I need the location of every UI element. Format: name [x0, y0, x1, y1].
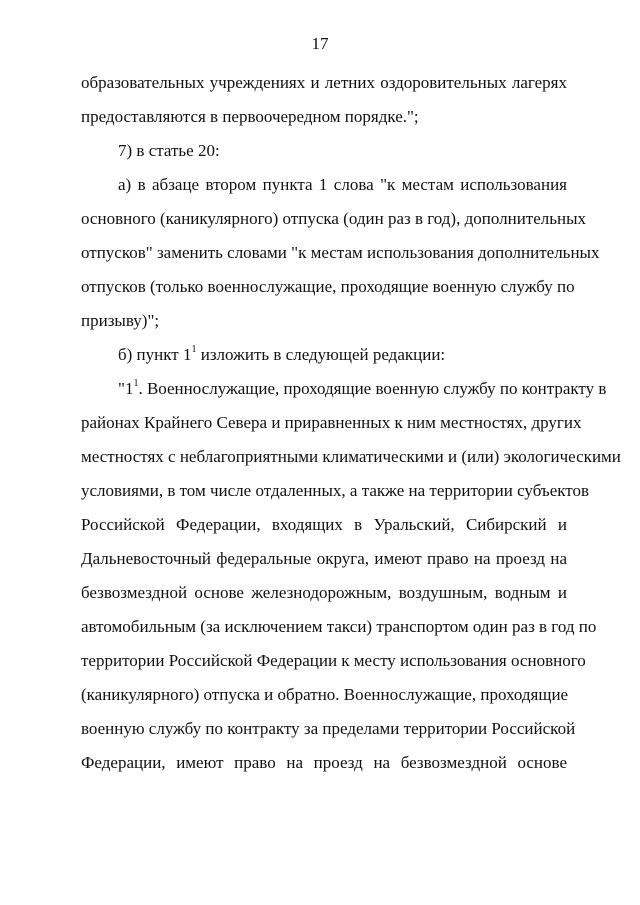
- text-line: автомобильным (за исключением такси) транспортом один раз в год по: [81, 617, 597, 636]
- text-line: отпусков" заменить словами "к местам использования дополнительных: [81, 243, 600, 262]
- text-line: безвозмездной основе железнодорожным, воздушным, водным и: [81, 583, 567, 602]
- text-line: территории Российской Федерации к месту использования основного: [81, 651, 586, 670]
- text-line-b: [118, 345, 567, 365]
- text-line: основного (каникулярного) отпуска (один раз в год), дополнительных: [81, 209, 587, 228]
- text-line: военную службу по контракту за пределами территории Российской: [81, 719, 576, 738]
- text-line: Дальневосточный федеральные округа, имеют право на проезд на: [81, 549, 567, 568]
- superscript: 1: [191, 344, 197, 356]
- text-line-quote: [118, 378, 607, 399]
- text-line: призыву)";: [81, 311, 160, 330]
- superscript: 1: [133, 378, 139, 390]
- text-line: предоставляются в первоочередном порядке.";: [81, 107, 419, 126]
- text-segment: "1: [118, 379, 134, 398]
- text-segment: изложить в следующей редакции:: [196, 345, 446, 364]
- text-line: Российской Федерации, входящих в Уральский, Сибирский и: [81, 515, 567, 534]
- text-line: (каникулярного) отпуска и обратно. Военнослужащие, проходящие: [81, 685, 569, 704]
- page-number: 17: [311, 34, 329, 53]
- text-segment: . Военнослужащие, проходящие военную службу по контракту в: [138, 379, 607, 398]
- text-line: а) в абзаце втором пункта 1 слова "к местам использования: [118, 175, 567, 194]
- text-line: условиями, в том числе отдаленных, а также на территории субъектов: [81, 481, 590, 500]
- text-segment: б) пункт 1: [118, 345, 192, 364]
- text-line: образовательных учреждениях и летних оздоровительных лагерях: [81, 73, 567, 92]
- text-line: местностях с неблагоприятными климатическими и (или) экологическими: [81, 447, 621, 466]
- text-line: отпусков (только военнослужащие, проходящие военную службу по: [81, 277, 575, 296]
- text-line: 7) в статье 20:: [118, 141, 220, 160]
- text-line: Федерации, имеют право на проезд на безвозмездной основе: [81, 753, 567, 772]
- text-line: районах Крайнего Севера и приравненных к ним местностях, других: [81, 413, 582, 432]
